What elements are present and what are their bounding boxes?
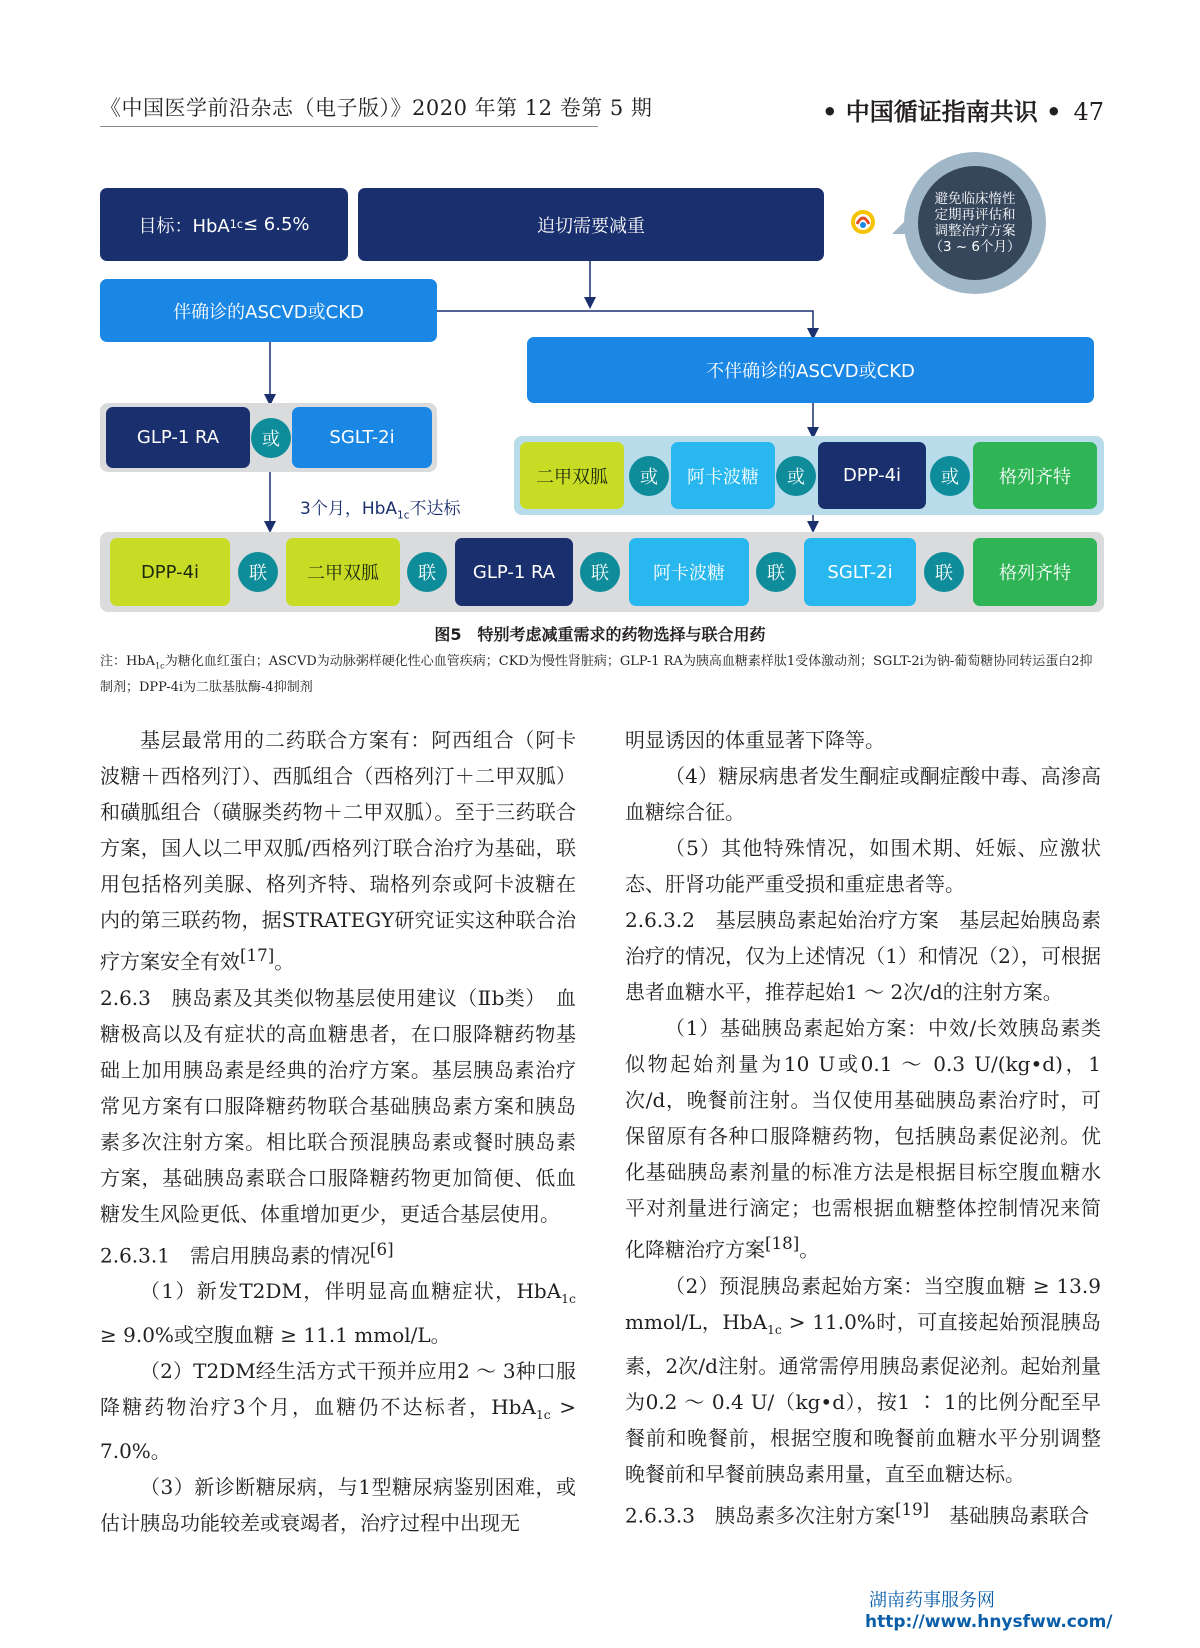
list-item [100,1273,576,1353]
and-circle: 联 [238,552,278,592]
option-acarbose: 阿卡波糖 [671,442,775,509]
option-glp1ra: GLP-1 RA [106,407,250,468]
heading-text: 2.6.3.1 需启用胰岛素的情况 [100,1243,370,1268]
section-paragraph: 2.6.3.2 基层胰岛素起始治疗方案 基层起始胰岛素治疗的情况，仅为上述情况（1）和情况（2），可根据患者血糖水平，推荐起始1 ～ 2次/d的注射方案。 [625,908,1101,1004]
or-circle: 或 [629,456,669,496]
list-item: （4）糖尿病患者发生酮症或酮症酸中毒、高渗高血糖综合征。 [625,764,1101,824]
option-sglt2i: SGLT-2i [292,407,432,468]
right-column [625,722,1101,1533]
item-text-end: > 7.0%。 [100,1395,576,1464]
escalation-label [300,494,461,521]
list-item [625,1268,1101,1492]
subsection-heading [625,1492,1101,1534]
escalation-prefix: 3个月，HbA [300,499,398,519]
list-item [100,1353,576,1469]
item-text-end: > 11.0%时，可直接起始预混胰岛素，2次/d注射。通常需停用胰岛素促泌剂。起始剂量为0.2 ～ 0.4 U/（kg•d），按1 ∶ 1的比例分配至早餐前和晚餐前，根据空腹和晚餐前血糖水平分别调整晚餐前和早餐前胰岛素用量，直至血糖达标。 [625,1309,1102,1486]
target-prefix: 目标：HbA [138,215,230,237]
item-sub: 1c [535,1407,551,1423]
paragraph-continued: 明显诱因的体重显著下降等。 [625,728,885,752]
combo-sglt2i: SGLT-2i [804,538,916,606]
citation: [18] [765,1234,800,1253]
or-circle: 或 [776,456,816,496]
option-gliclazide: 格列齐特 [973,442,1097,509]
cycle-text [918,166,1032,280]
paragraph [100,722,576,980]
escalation-sub: 1c [397,509,410,522]
arrow-to-without [437,311,813,337]
item-text-end: 。 [799,1237,820,1262]
option-dpp4i: DPP-4i [818,442,926,509]
item-text: （2）预混胰岛素起始方案：当空腹血糖 ≥ 13.9 mmol/L，HbA [625,1273,1101,1334]
reassessment-cycle [880,148,1068,298]
paragraph-end: 。 [274,949,295,974]
list-item [625,1010,1101,1268]
item-text: （1）新发T2DM，伴明显高血糖症状，HbA [140,1279,562,1304]
and-circle: 联 [756,552,796,592]
item-text-end: ≥ 9.0%或空腹血糖 ≥ 11.1 mmol/L。 [100,1323,451,1348]
target-sub: 1c [229,218,243,231]
item-sub: 1c [767,1321,782,1337]
citation: [19] [894,1499,930,1519]
with-ascvd-box: 伴确诊的ASCVD或CKD [100,279,437,342]
page-number: 47 [1073,98,1104,126]
or-circle: 或 [930,456,970,496]
combo-dpp4i: DPP-4i [110,538,230,606]
note-sub: 1c [155,661,165,671]
item-text: （1）基础胰岛素起始方案：中效/长效胰岛素类似物起始剂量为10 U或0.1 ～ 0.3 U/(kg•d)，1次/d，晚餐前注射。当仅使用基础胰岛素治疗时，可保留原有各种口服降糖药物，包括胰岛素促泌剂。优化基础胰岛素剂量的标准方法是根据目标空腹血糖水平对剂量进行滴定；也需根据血糖整体控制情况来简化降糖治疗方案 [625,1016,1101,1262]
cycle-line-4: （3 ~ 6个月） [929,239,1021,255]
target-box [100,188,348,261]
footer-watermark [865,1586,1113,1632]
combo-metformin: 二甲双胍 [286,538,400,606]
citation: [6] [369,1239,394,1259]
list-item: （3）新诊断糖尿病，与1型糖尿病鉴别困难，或估计胰岛功能较差或衰竭者，治疗过程中出现无 [100,1475,576,1536]
option-metformin: 二甲双胍 [520,442,624,509]
combo-acarbose: 阿卡波糖 [629,538,749,606]
combo-glp1ra: GLP-1 RA [455,538,573,606]
footer-url[interactable]: http://www.hnysfww.com/ [865,1612,1113,1632]
and-circle: 联 [924,552,964,592]
citation: [17] [240,946,275,965]
without-ascvd-box: 不伴确诊的ASCVD或CKD [527,337,1094,403]
item-text: （2）T2DM经生活方式干预并应用2 ～ 3种口服降糖药物治疗3个月，血糖仍不达标者，HbA [100,1359,576,1420]
and-circle: 联 [407,552,447,592]
cycle-line-2: 定期再评估和 [934,207,1016,223]
heading-text-end: 基础胰岛素联合 [929,1503,1090,1528]
figure-caption: 图5 特别考虑减重需求的药物选择与联合用药 [434,625,766,644]
or-circle: 或 [251,418,291,458]
heading-text: 2.6.3.3 胰岛素多次注射方案 [625,1503,895,1528]
note-prefix: 注：HbA [100,654,156,669]
section-paragraph: 2.6.3 胰岛素及其类似物基层使用建议（Ⅱb类） 血糖极高以及有症状的高血糖患者，在口服降糖药物基础上加用胰岛素是经典的治疗方案。基层胰岛素治疗常见方案有口服降糖药物联合基础胰岛素方案和胰岛素多次注射方案。相比联合预混胰岛素或餐时胰岛素方案，基础胰岛素联合口服降糖药物更加简便、低血糖发生风险更低、体重增加更少，更适合基层使用。 [100,985,576,1226]
combo-gliclazide: 格列齐特 [973,538,1097,606]
journal-header: 《中国医学前沿杂志（电子版）》2020 年第 12 卷第 5 期 [100,92,598,127]
escalation-suffix: 不达标 [409,499,461,519]
note-suffix: 为糖化血红蛋白；ASCVD为动脉粥样硬化性心血管疾病；CKD为慢性肾脏病；GLP-1 RA为胰高血糖素样肽1受体激动剂；SGLT-2i为钠-葡萄糖协同转运蛋白2抑制剂；DPP-4i为二肽基肽酶-4抑制剂 [100,654,1093,695]
list-item: （5）其他特殊情况，如围术期、妊娠、应激状态、肝肾功能严重受损和重症患者等。 [625,836,1101,896]
left-column [100,722,576,1541]
target-suffix: ≤ 6.5% [242,214,310,235]
and-circle: 联 [580,552,620,592]
urgent-weight-loss-box: 迫切需要减重 [358,188,824,261]
figure-note [100,651,1105,698]
item-sub: 1c [561,1291,576,1307]
subsection-heading [100,1232,576,1274]
section-title: • 中国循证指南共识 • [822,98,1062,126]
footer-site-name: 湖南药事服务网 [869,1590,995,1611]
cycle-line-3: 调整治疗方案 [934,223,1016,239]
paragraph-text: 基层最常用的二药联合方案有：阿西组合（阿卡波糖＋西格列汀）、西胍组合（西格列汀＋二甲双胍）和磺胍组合（磺脲类药物＋二甲双胍）。至于三药联合方案，国人以二甲双胍/西格列汀联合治疗为基础，联用包括格列美脲、格列齐特、瑞格列奈或阿卡波糖在内的第三联药物，据STRATEGY研究证实这种联合治疗方案安全有效 [100,728,576,974]
cycle-line-1: 避免临床惰性 [934,191,1016,207]
logo-icon [849,208,877,236]
